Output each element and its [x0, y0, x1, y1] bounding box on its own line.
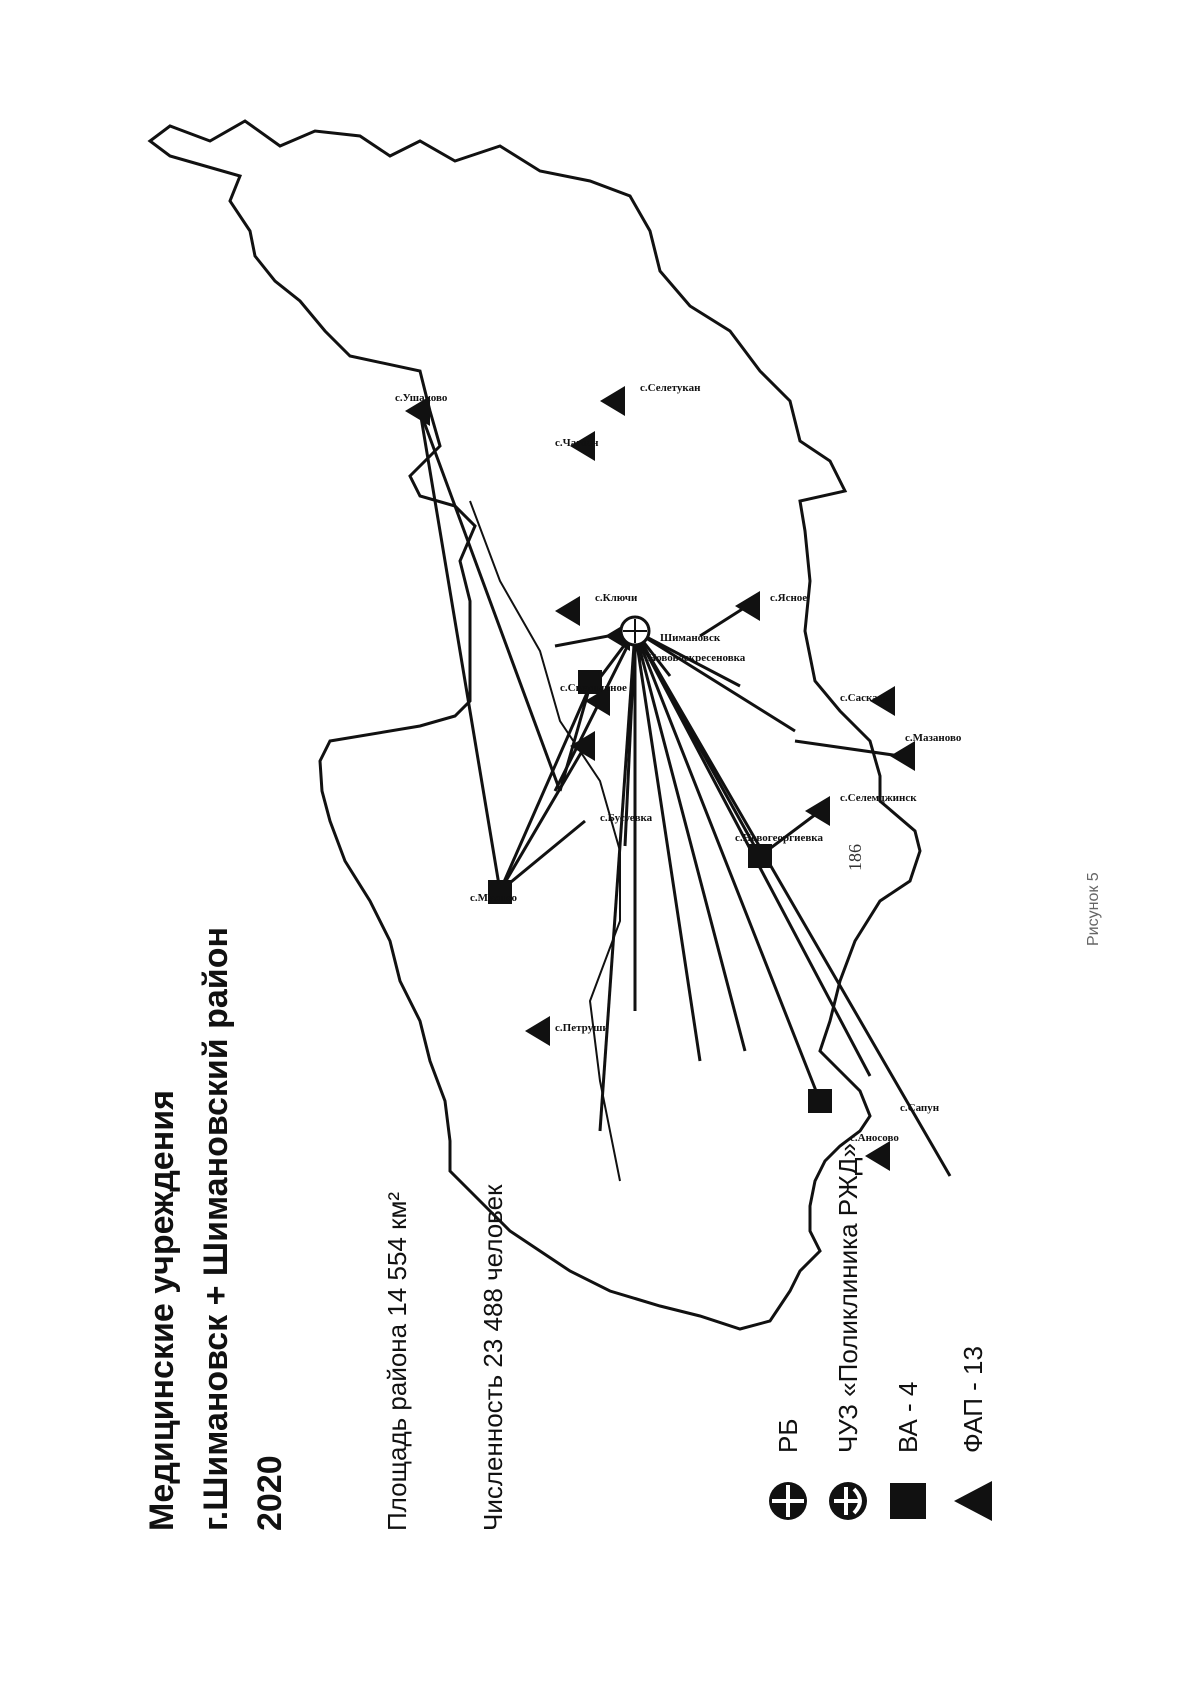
- fap-marker: [600, 386, 625, 416]
- settlement-label: с.Мазаново: [905, 732, 962, 744]
- va-marker: [748, 844, 772, 868]
- population-text: Численность 23 488 человек: [478, 1184, 508, 1531]
- legend-label: РБ: [772, 1418, 803, 1453]
- settlement-label: с.Бусуевка: [600, 812, 653, 824]
- legend-label: ВА - 4: [892, 1381, 923, 1453]
- settlement-label: с.Ясное: [770, 592, 808, 604]
- figure-caption: Рисунок 5: [1085, 872, 1102, 946]
- fap-marker: [525, 1016, 550, 1046]
- page-title: Медицинские учреждения г.Шимановск + Шимановский район 2020: [143, 926, 289, 1531]
- settlement-label: с.Селемджинск: [840, 792, 917, 804]
- settlement-label: с.Светильное: [560, 682, 627, 694]
- settlement-label: с.Сапун: [900, 1102, 940, 1114]
- legend-label: ФАП - 13: [957, 1346, 988, 1453]
- fap-marker: [805, 796, 830, 826]
- area-text: Площадь района 14 554 км²: [382, 1191, 412, 1531]
- settlement-label: с.Ключи: [595, 592, 638, 604]
- town-label: Шимановск: [660, 632, 721, 644]
- settlement-label: с.Саскаль: [840, 692, 890, 704]
- fap-marker: [735, 591, 760, 621]
- fap-marker: [865, 1141, 890, 1171]
- settlement-label: с.Петруши: [555, 1022, 609, 1034]
- rb-marker: [621, 617, 649, 645]
- settlement-label: с.Чагоян: [555, 437, 599, 449]
- settlement-label: с.Аносово: [850, 1132, 899, 1144]
- fap-marker: [555, 596, 580, 626]
- legend-label: ЧУЗ «Поликлиника РЖД»: [832, 1143, 863, 1453]
- fap-marker: [890, 741, 915, 771]
- page-number: 186: [845, 844, 865, 871]
- settlement-label: с.Селетукан: [640, 382, 701, 394]
- settlement-label: с.Новогеоргиевка: [735, 832, 823, 844]
- settlement-label: с.Ушаково: [395, 392, 448, 404]
- settlement-label: с.Нововоскресеновка: [640, 652, 746, 664]
- va-marker: [808, 1089, 832, 1113]
- settlement-label: с.Мухино: [470, 892, 518, 904]
